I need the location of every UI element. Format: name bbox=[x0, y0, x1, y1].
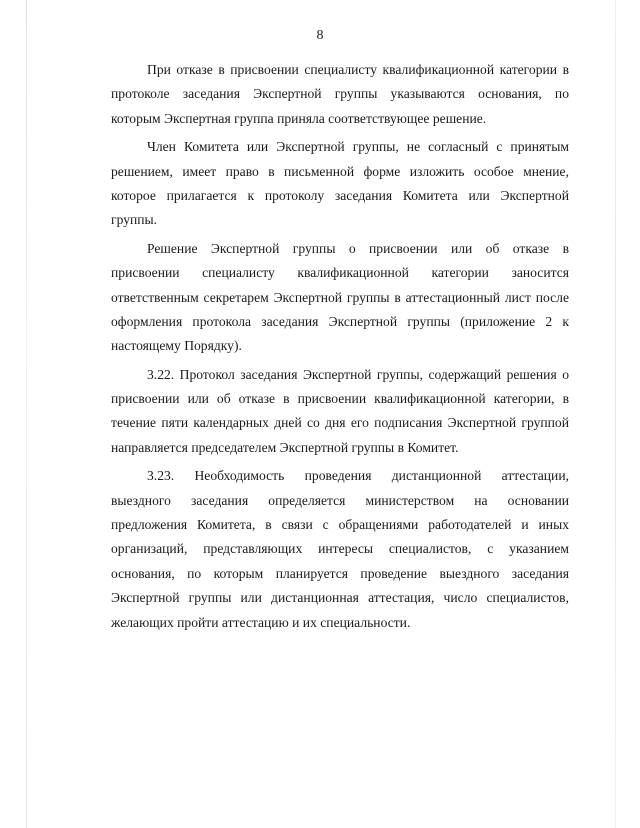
paragraph bbox=[111, 363, 569, 461]
document-body bbox=[111, 58, 569, 635]
paragraph bbox=[111, 464, 569, 635]
paragraph bbox=[111, 237, 569, 359]
text-line: основания, по которым планируется проведение выездного заседания bbox=[111, 565, 569, 581]
text-line: группы. bbox=[111, 212, 158, 228]
text-line: Член Комитета или Экспертной группы, не согласный с принятым bbox=[147, 139, 569, 155]
text-line: присвоении специалисту квалификационной категории заносится bbox=[111, 265, 569, 281]
text-line: течение пяти календарных дней со дня его подписания Экспертной группой bbox=[111, 415, 569, 431]
text-line: организаций, представляющих интересы специалистов, с указанием bbox=[111, 541, 569, 557]
text-line: При отказе в присвоении специалисту квалификационной категории в bbox=[147, 62, 569, 77]
page-number: 8 bbox=[316, 28, 324, 43]
text-line: присвоении или об отказе в присвоении квалификационной категории, в bbox=[111, 391, 569, 407]
text-line: выездного заседания определяется министерством на основании bbox=[111, 492, 569, 508]
scan-edge-right bbox=[615, 0, 616, 828]
text-line: оформления протокола заседания Экспертной группы (приложение 2 к bbox=[111, 313, 569, 329]
text-line: решением, имеет право в письменной форме изложить особое мнение, bbox=[111, 163, 569, 179]
text-line: 3.23. Необходимость проведения дистанционной аттестации, bbox=[147, 468, 569, 484]
text-line: которое прилагается к протоколу заседания Комитета или Экспертной bbox=[111, 187, 569, 203]
text-line: настоящему Порядку). bbox=[111, 338, 242, 354]
paragraph bbox=[111, 135, 569, 233]
text-line: 3.22. Протокол заседания Экспертной группы, содержащий решения о bbox=[147, 366, 569, 382]
text-line: Экспертной группы или дистанционная аттестация, число специалистов, bbox=[111, 590, 569, 606]
paragraph bbox=[111, 58, 569, 131]
text-line: протоколе заседания Экспертной группы указываются основания, по bbox=[111, 86, 569, 102]
text-line: направляется председателем Экспертной группы в Комитет. bbox=[111, 439, 459, 455]
text-line: ответственным секретарем Экспертной группы в аттестационный лист после bbox=[111, 289, 569, 305]
text-line: предложения Комитета, в связи с обращениями работодателей и иных bbox=[111, 517, 569, 533]
scan-edge-left bbox=[26, 0, 27, 828]
text-line: Решение Экспертной группы о присвоении или об отказе в bbox=[147, 240, 569, 256]
text-line: желающих пройти аттестацию и их специальности. bbox=[111, 614, 411, 630]
text-line: которым Экспертная группа приняла соответствующее решение. bbox=[111, 110, 487, 126]
